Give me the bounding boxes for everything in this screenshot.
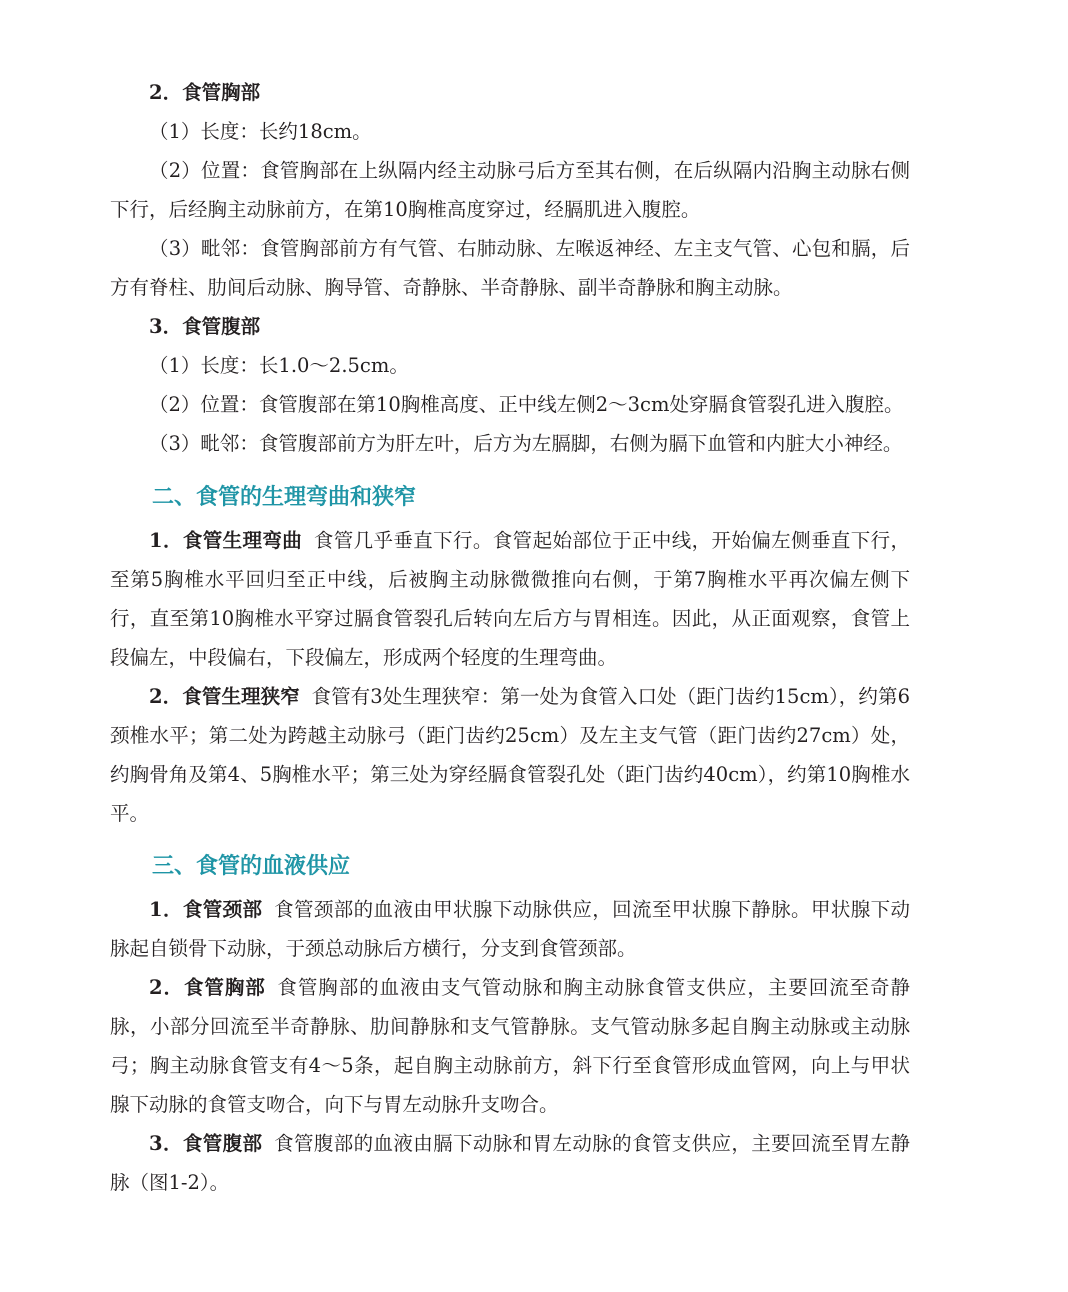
thoracic-position: （2）位置：食管胸部在上纵隔内经主动脉弓后方至其右侧，在后纵隔内沿胸主动脉右侧下行，后经胸主动脉前方，在第10胸椎高度穿过，经膈肌进入腹腔。 xyxy=(110,159,910,221)
paragraph-text: 食管颈部的血液由甲状腺下动脉供应，回流至甲状腺下静脉。甲状腺下动脉起自锁骨下动脉，于颈总动脉后方横行，分支到食管颈部。 xyxy=(110,898,910,960)
abdominal-position: （2）位置：食管腹部在第10胸椎高度、正中线左侧2～3cm处穿膈食管裂孔进入腹腔。 xyxy=(149,393,904,416)
paragraph-thoracic xyxy=(110,968,910,1124)
paragraph-lead: 1．食管颈部 xyxy=(149,898,263,921)
paragraph-text: 食管胸部的血液由支气管动脉和胸主动脉食管支供应，主要回流至奇静脉，小部分回流至半奇静脉、肋间静脉和支气管静脉。支气管动脉多起自胸主动脉或主动脉弓；胸主动脉食管支有4～5条，起自胸主动脉前方，斜下行至食管形成血管网，向上与甲状腺下动脉的食管支吻合，向下与胃左动脉升支吻合。 xyxy=(110,976,910,1116)
thoracic-length: （1）长度：长约18cm。 xyxy=(149,120,372,143)
paragraph-abdominal xyxy=(110,1124,910,1202)
paragraph-text: 食管几乎垂直下行。食管起始部位于正中线，开始偏左侧垂直下行，至第5胸椎水平回归至正中线，后被胸主动脉微微推向右侧，于第7胸椎水平再次偏左侧下行，直至第10胸椎水平穿过膈食管裂孔后转向左后方与胃相连。因此，从正面观察，食管上段偏左，中段偏右，下段偏左，形成两个轻度的生理弯曲。 xyxy=(110,529,910,669)
subsection-title-abdominal: 3．食管腹部 xyxy=(149,315,261,338)
paragraph-curvature xyxy=(110,521,910,677)
paragraph-lead: 3．食管腹部 xyxy=(149,1132,263,1155)
paragraph-text: 食管有3处生理狭窄：第一处为食管入口处（距门齿约15cm），约第6颈椎水平；第二处为跨越主动脉弓（距门齿约25cm）及左主支气管（距门齿约27cm）处，约胸骨角及第4、5胸椎水平；第三处为穿经膈食管裂孔处（距门齿约40cm），约第10胸椎水平。 xyxy=(110,685,910,825)
section-heading-curvature: 二、食管的生理弯曲和狭窄 xyxy=(152,485,417,510)
paragraph-text: 食管腹部的血液由膈下动脉和胃左动脉的食管支供应，主要回流至胃左静脉（图1-2）。 xyxy=(110,1132,910,1194)
thoracic-adjacent: （3）毗邻：食管胸部前方有气管、右肺动脉、左喉返神经、左主支气管、心包和膈，后方有脊柱、肋间后动脉、胸导管、奇静脉、半奇静脉、副半奇静脉和胸主动脉。 xyxy=(110,237,910,299)
abdominal-adjacent: （3）毗邻：食管腹部前方为肝左叶，后方为左膈脚，右侧为膈下血管和内脏大小神经。 xyxy=(149,432,903,455)
abdominal-length: （1）长度：长1.0～2.5cm。 xyxy=(149,354,409,377)
paragraph-lead: 1．食管生理弯曲 xyxy=(149,529,303,552)
paragraph-lead: 2．食管胸部 xyxy=(149,976,266,999)
paragraph-cervical xyxy=(110,890,910,968)
document-page xyxy=(110,73,910,1202)
paragraph-stenosis xyxy=(110,677,910,833)
section-heading-blood-supply: 三、食管的血液供应 xyxy=(152,854,351,879)
paragraph-lead: 2．食管生理狭窄 xyxy=(149,685,300,708)
subsection-title-thoracic: 2．食管胸部 xyxy=(149,81,261,104)
